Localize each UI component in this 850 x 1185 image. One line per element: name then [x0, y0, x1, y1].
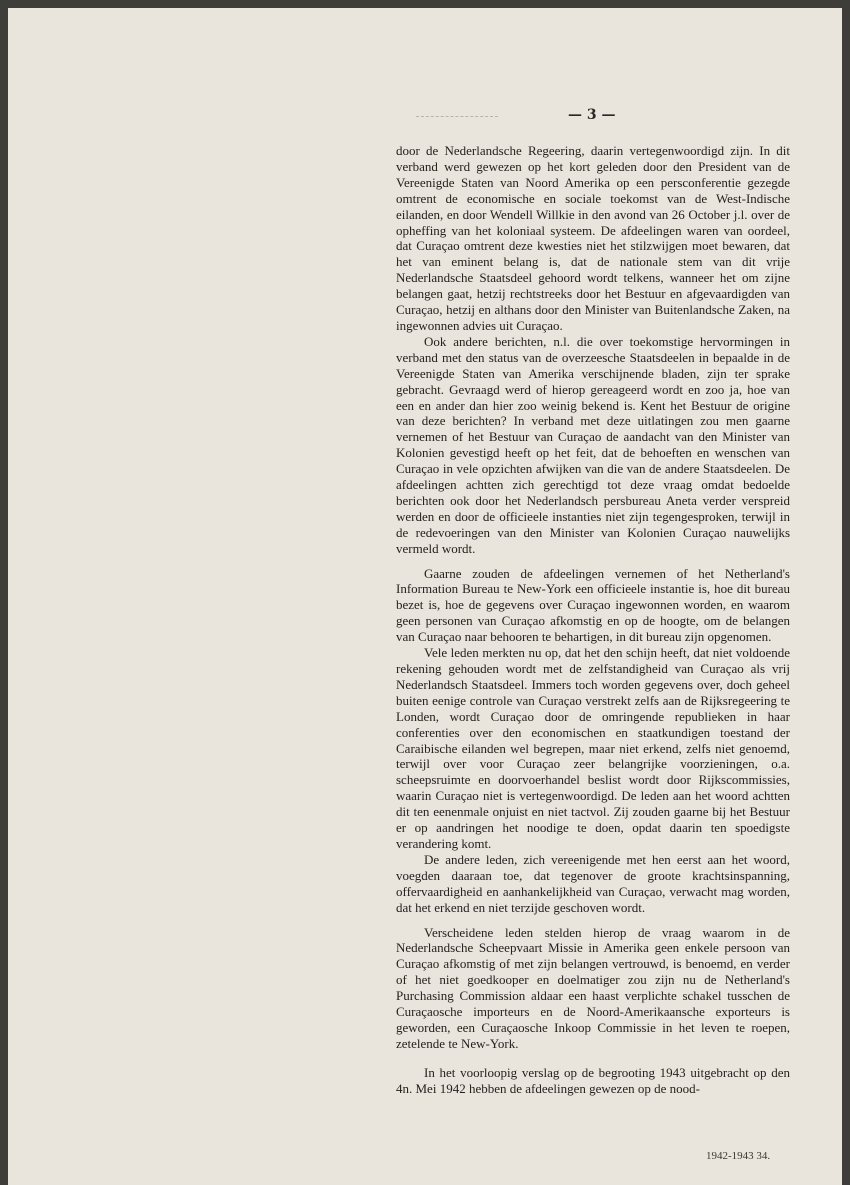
document-page — [8, 8, 842, 1185]
header-rule — [416, 116, 498, 117]
paragraph-1: door de Nederlandsche Regeering, daarin vertegenwoordigd zijn. In dit verband werd gewezen op het kort geleden door den President van de Vereenigde Staten van Noord Amerika op een persconferentie gezegde omtrent de economische en sociale toekomst van de West-Indische eilanden, en door Wendell Willkie in den avond van 26 October j.l. over de opheffing van het koloniaal systeem. De afdeelingen waren van oordeel, dat Curaçao omtrent deze kwesties niet het stilzwijgen moet bewaren, dat het van eminent belang is, dat de nationale stem van dit vrije Nederlandsche Staatsdeel gehoord wordt telkens, wanneer het om zijne belangen gaat, hetzij rechtstreeks door het Bestuur en afgevaardigden van Curaçao, hetzij en althans door den Minister van Buitenlandsche Zaken, na ingewonnen advies uit Curaçao. — [396, 143, 790, 333]
page-number: — 3 — — [568, 107, 616, 123]
paragraph-4: Vele leden merkten nu op, dat het den schijn heeft, dat niet voldoende rekening gehouden wordt met de zelfstandigheid van Curaçao als vrij Nederlandsch Staatsdeel. Immers toch worden gegevens over, doch geheel buiten eenige controle van Curaçao verstrekt zelfs aan de Rijksregeering te Londen, wordt Curaçao door de omringende republieken in haar conferenties over den economischen en staatkundigen toestand der Caraibische eilanden wel begrepen, maar niet erkend, zelfs niet genoemd, terwijl over voor Curaçao zeer belangrijke voorzieningen, o.a. scheepsruimte en doorvoerhandel beslist wordt door Rijkscommissies, waarin Curaçao niet is vertegenwoordigd. De leden aan het woord achtten dit ten eenenmale onjuist en niet tactvol. Zij zouden gaarne bij het Bestuur er op aandringen het noodige te doen, opdat daarin ten spoedigste verandering komt. — [396, 645, 790, 851]
paragraph-3: Gaarne zouden de afdeelingen vernemen of het Netherland's Information Bureau te New-York een officieele instantie is, hoe dit bureau bezet is, hoe de gegevens over Curaçao ingewonnen worden, en waarom geen personen van Curaçao afkomstig en op de hoogte, om de belangen van Curaçao naar behooren te behartigen, in dit bureau zijn opgenomen. — [396, 565, 790, 645]
footer-code: 1942-1943 34. — [706, 1150, 771, 1162]
body-text — [396, 143, 790, 1097]
paragraph-7: In het voorloopig verslag op de begrooting 1943 uitgebracht op den 4n. Mei 1942 hebben de afdeelingen gewezen op de nood- — [396, 1064, 790, 1096]
paragraph-5: De andere leden, zich vereenigende met hen eerst aan het woord, voegden daaraan toe, dat tegenover de groote krachtsinspanning, offervaardigheid en aanhankelijkheid van Curaçao, verwacht mag worden, dat het erkend en niet terzijde geschoven wordt. — [396, 851, 790, 915]
paragraph-6: Verscheidene leden stelden hierop de vraag waarom in de Nederlandsche Scheepvaart Missie in Amerika geen enkele persoon van Curaçao afkomstig of met zijn belangen vertrouwd, is benoemd, en verder of het niet goedkooper en doelmatiger zou zijn nu de Netherland's Purchasing Commission aldaar een haast verplichte schakel tusschen de Curaçaosche importeurs en de Noord-Amerikaansche exporteurs is geworden, een Curaçaosche Inkoop Commissie in het leven te roepen, zetelende te New-York. — [396, 924, 790, 1051]
paragraph-2: Ook andere berichten, n.l. die over toekomstige hervormingen in verband met den status van de overzeesche Staatsdeelen in bepaalde in de Vereenigde Staten van Amerika verschijnende bladen, zijn ter sprake gebracht. Gevraagd werd of hierop gereageerd wordt en zoo ja, hoe van een en ander dan hier zoo weinig bekend is. Kent het Bestuur de origine van deze berichten? In verband met deze uitlatingen zou men gaarne vernemen of het Bestuur van Curaçao de aandacht van den Minister van Kolonien gevestigd heeft op het feit, dat de behoeften en wenschen van Curaçao in vele opzichten afwijken van die van de andere Staatsdeelen. De afdeelingen achtten zich gerechtigd tot deze vraag omdat bedoelde berichten ook door het Nederlandsch persbureau Aneta verder verspreid werden en door de officieele instanties niet zijn tegengesproken, terwijl in de redevoeringen van den Minister van Kolonien Curaçao nauwelijks vermeld wordt. — [396, 333, 790, 556]
